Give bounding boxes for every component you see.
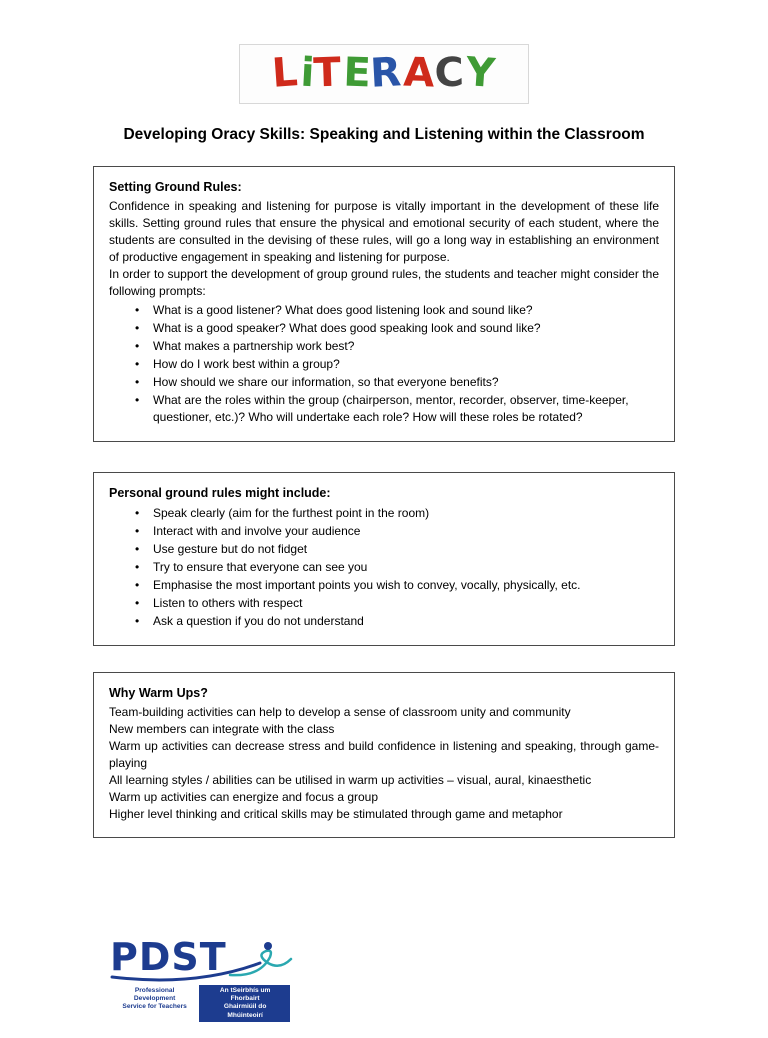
bullet-item: • Try to ensure that everyone can see you <box>135 559 659 576</box>
pdst-logo <box>110 937 290 1022</box>
text-line: Higher level thinking and critical skills may be stimulated through game and metaphor <box>109 807 563 822</box>
pdst-logo-text: PDST <box>110 935 227 979</box>
section-setting-ground-rules <box>93 166 675 442</box>
pdst-taglines <box>110 985 290 1022</box>
bullet-item: • What is a good listener? What does good listening look and sound like? <box>135 302 659 319</box>
section-heading: Setting Ground Rules: <box>109 180 242 194</box>
pdst-swoosh-icon <box>110 937 295 987</box>
bullet-item: • Emphasise the most important points you wish to convey, vocally, physically, etc. <box>135 577 659 594</box>
literacy-logo-letter: i <box>299 49 317 97</box>
bullet-item: • What makes a partnership work best? <box>135 338 659 355</box>
pdst-tagline-irish <box>200 985 290 1022</box>
pdst-tagline-ga-line1: An tSeirbhís um Fhorbairt <box>219 987 271 1003</box>
document-page <box>0 44 768 1038</box>
bullet-item: • What are the roles within the group (chairperson, mentor, recorder, observer, time-keeper, questioner, etc.)? Who will undertake each role? How will these roles be rotated? <box>135 392 659 426</box>
literacy-logo-letter: Y <box>464 49 498 98</box>
bullet-item: • How should we share our information, so that everyone benefits? <box>135 374 659 391</box>
literacy-logo <box>239 44 529 104</box>
section-why-warm-ups <box>93 672 675 838</box>
bullet-item: • Interact with and involve your audience <box>135 523 659 540</box>
pdst-tagline-ga-line2: Ghairmiúil do Mhúinteoirí <box>223 1003 267 1019</box>
bullet-item: • What is a good speaker? What does good speaking look and sound like? <box>135 320 659 337</box>
bullet-item: • Use gesture but do not fidget <box>135 541 659 558</box>
literacy-logo-letter: T <box>312 49 343 97</box>
pdst-tagline-english <box>110 985 199 1022</box>
text-line: Warm up activities can energize and focus a group <box>109 790 379 805</box>
text-line: All learning styles / abilities can be utilised in warm up activities – visual, aural, kinaesthetic <box>109 773 592 787</box>
section-paragraph: Confidence in speaking and listening for purpose is vitally important in the development of these life skills. Setting ground rules that ensure the physical and emotional security of each student, where the students are consulted in the devising of these rules, will go a long way in establishing an environment of productive engagement in speaking and listening for purpose. <box>109 198 659 264</box>
literacy-logo-letter: E <box>342 49 373 97</box>
bullet-item: • Speak clearly (aim for the furthest point in the room) <box>135 505 659 522</box>
literacy-logo-letter: C <box>433 49 466 97</box>
section-heading: Why Warm Ups? <box>109 686 208 701</box>
section-paragraph: In order to support the development of group ground rules, the students and teacher might consider the following prompts: <box>109 266 659 298</box>
bullet-item: • Listen to others with respect <box>135 595 659 612</box>
text-line: Warm up activities can decrease stress and build confidence in listening and speaking, through game-playing <box>109 738 659 770</box>
warm-ups-lines <box>109 704 659 823</box>
section-heading: Personal ground rules might include: <box>109 486 331 501</box>
literacy-logo-letter: L <box>270 49 301 97</box>
pdst-logo-row <box>110 937 290 983</box>
text-line: Team-building activities can help to develop a sense of classroom unity and community <box>109 704 571 719</box>
ground-rules-prompts-list <box>109 302 659 426</box>
pdst-tagline-en-line2: Service for Teachers <box>122 1003 187 1011</box>
page-title: Developing Oracy Skills: Speaking and Listening within the Classroom <box>123 126 645 143</box>
literacy-logo-letter: R <box>368 49 404 97</box>
bullet-item: • Ask a question if you do not understand <box>135 613 659 630</box>
personal-rules-list <box>109 505 659 630</box>
text-line: New members can integrate with the class <box>109 721 335 736</box>
bullet-item: • How do I work best within a group? <box>135 356 659 373</box>
section-personal-ground-rules <box>93 472 675 646</box>
pdst-tagline-en-line1: Professional Development <box>133 987 176 1003</box>
literacy-logo-letter: A <box>402 49 436 97</box>
